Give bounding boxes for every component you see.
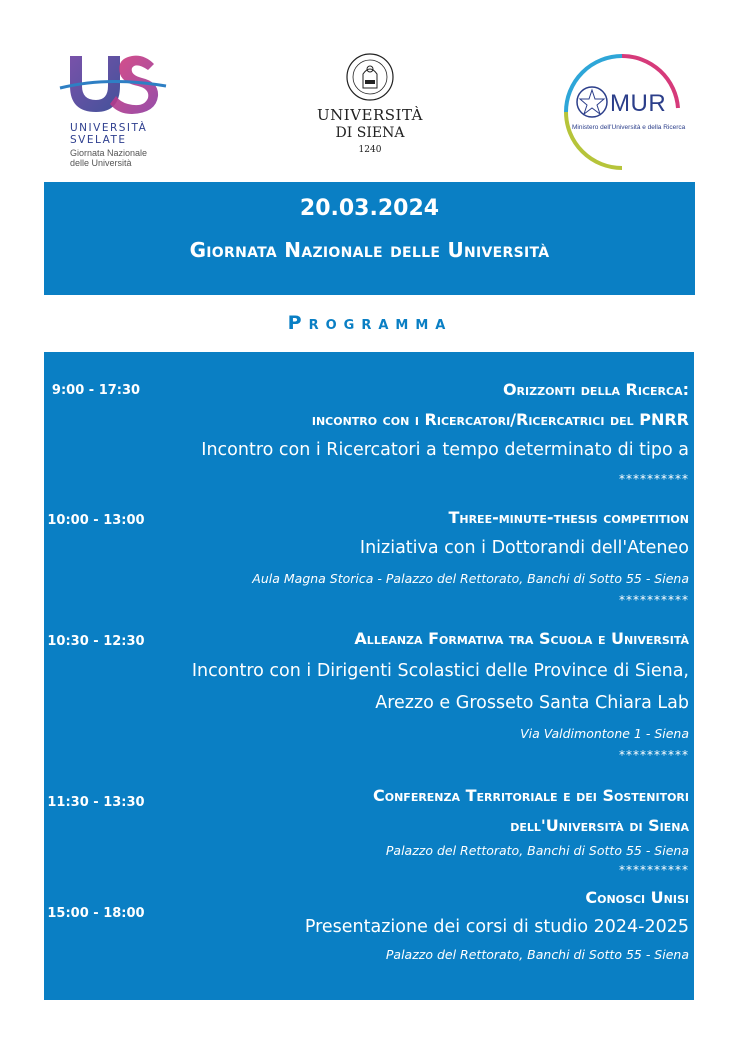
section-title: Programma <box>287 312 453 334</box>
siena-name-line2: DI SIENA <box>335 125 405 141</box>
universita-svelate-logo <box>58 50 178 175</box>
event-description: Arezzo e Grosseto Santa Chiara Lab <box>375 693 689 713</box>
universita-siena-logo <box>315 50 425 160</box>
event-location: Palazzo del Rettorato, Banchi di Sotto 55 - Siena <box>385 947 689 962</box>
event-separator: ********** <box>619 593 689 607</box>
event-location: Aula Magna Storica - Palazzo del Rettorato, Banchi di Sotto 55 - Siena <box>252 571 689 586</box>
mur-name: MUR <box>610 90 667 117</box>
us-monogram-icon <box>58 50 168 120</box>
event-date: 20.03.2024 <box>299 196 440 221</box>
siena-seal-icon <box>345 50 395 104</box>
siena-year: 1240 <box>358 145 382 155</box>
event-time: 9:00 - 17:30 <box>51 383 141 398</box>
event-title-line: dell'Università di Siena <box>510 816 689 835</box>
event-description: Presentazione dei corsi di studio 2024-2025 <box>304 917 689 937</box>
event-title-line: Conferenza Territoriale e dei Sostenitori <box>373 786 689 805</box>
event-location: Via Valdimontone 1 - Siena <box>520 726 689 741</box>
event-location: Palazzo del Rettorato, Banchi di Sotto 55 - Siena <box>385 843 689 858</box>
event-separator: ********** <box>619 748 689 762</box>
event-title-line: Orizzonti della Ricerca: <box>502 380 689 399</box>
event-time: 10:30 - 12:30 <box>47 634 145 649</box>
event-title-line: Three-minute-thesis competition <box>448 508 689 527</box>
event-title: Giornata Nazionale delle Università <box>189 238 550 262</box>
event-time: 10:00 - 13:00 <box>47 513 145 528</box>
event-title-line: Conosci Unisi <box>585 888 689 907</box>
header-band <box>44 182 695 295</box>
event-title-line: incontro con i Ricercatori/Ricercatrici del PNRR <box>311 410 689 429</box>
us-subtitle: Giornata Nazionale delle Università <box>70 148 148 168</box>
event-time: 15:00 - 18:00 <box>47 906 145 921</box>
event-time: 11:30 - 13:30 <box>47 795 145 810</box>
event-title-line: Alleanza Formativa tra Scuola e Università <box>354 629 689 648</box>
mur-logo <box>562 52 686 172</box>
event-separator: ********** <box>619 863 689 877</box>
mur-subtitle: Ministero dell'Università e della Ricerca <box>572 124 686 131</box>
event-description: Incontro con i Ricercatori a tempo determinato di tipo a <box>201 440 689 460</box>
event-description: Incontro con i Dirigenti Scolastici delle Province di Siena, <box>191 661 689 681</box>
us-title: UNIVERSITÀ SVELATE <box>70 122 148 146</box>
event-description: Iniziativa con i Dottorandi dell'Ateneo <box>359 538 689 558</box>
event-separator: ********** <box>619 472 689 486</box>
siena-name-line1: UNIVERSITÀ <box>317 106 423 124</box>
program-box <box>44 352 694 1000</box>
